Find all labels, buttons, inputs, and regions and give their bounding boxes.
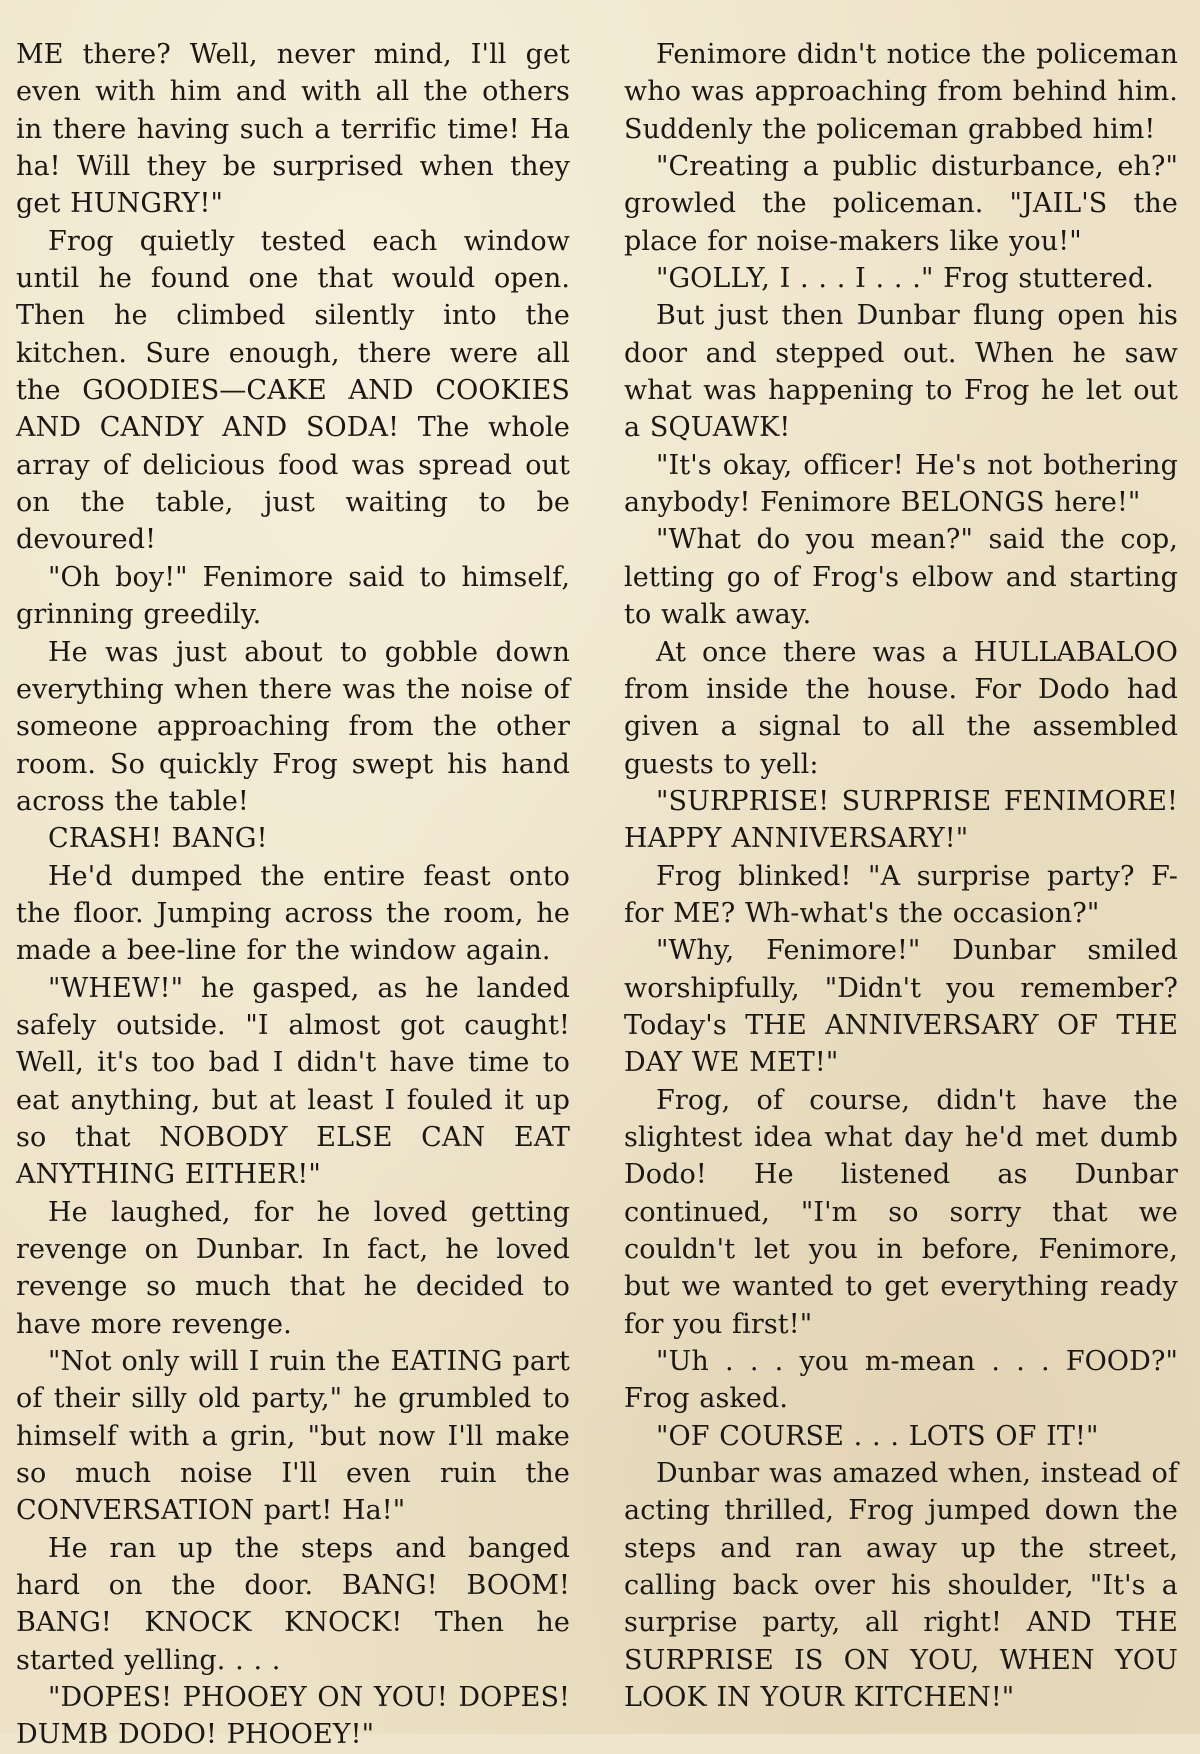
paragraph: "Not only will I ruin the EATING part of their silly old party," he grumbled to himself with a grin, "but now I'll make so much noise I'll even ruin the CONVERSATION part! Ha!" <box>16 1346 570 1527</box>
paragraph: ME there? Well, never mind, I'll get even with him and with all the others in there having such a terrific time! Ha ha! Will they be surprised when they get HUNGRY!" <box>16 39 570 220</box>
paragraph: Frog quietly tested each window until he found one that would open. Then he climbed silently into the kitchen. Sure enough, there were all the GOODIES—CAKE AND COOKIES AND CANDY AND SODA! The whole array of delicious food was spread out on the table, just waiting to be devoured! <box>16 225 570 556</box>
paragraph: "OF COURSE . . . LOTS OF IT!" <box>656 1420 1099 1452</box>
paragraph: He ran up the steps and banged hard on the door. BANG! BOOM! BANG! KNOCK KNOCK! Then he started yelling. . . . <box>16 1532 570 1676</box>
paragraph: Frog, of course, didn't have the slightest idea what day he'd met dumb Dodo! He listened as Dunbar continued, "I'm so sorry that we couldn't let you in before, Fenimore, but we wanted to get everything ready for you first!" <box>624 1084 1178 1340</box>
paragraph: "GOLLY, I . . . I . . ." Frog stuttered. <box>656 263 1154 295</box>
paragraph: He laughed, for he loved getting revenge on Dunbar. In fact, he loved revenge so much that he decided to have more revenge. <box>16 1196 570 1340</box>
paragraph: At once there was a HULLABALOO from inside the house. For Dodo had given a signal to all the assembled guests to yell: <box>624 636 1178 780</box>
paragraph: "Oh boy!" Fenimore said to himself, grinning greedily. <box>16 561 570 631</box>
paragraph: "Why, Fenimore!" Dunbar smiled worshipfully, "Didn't you remember? Today's THE ANNIVERSARY OF THE DAY WE MET!" <box>624 935 1178 1079</box>
paragraph: He'd dumped the entire feast onto the floor. Jumping across the room, he made a bee-line for the window again. <box>16 860 570 967</box>
paragraph: "WHEW!" he gasped, as he landed safely outside. "I almost got caught! Well, it's too bad I didn't have time to eat anything, but at least I fouled it up so that NOBODY ELSE CAN EAT ANYTHING EITHER!" <box>16 972 570 1191</box>
paragraph: "SURPRISE! SURPRISE FENIMORE! HAPPY ANNIVERSARY!" <box>624 785 1178 855</box>
left-column <box>16 36 570 1751</box>
paragraph: Dunbar was amazed when, instead of acting thrilled, Frog jumped down the steps and ran away up the street, calling back over his shoulder, "It's a surprise party, all right! AND THE SURPRISE IS ON YOU, WHEN YOU LOOK IN YOUR KITCHEN!" <box>624 1458 1178 1714</box>
paragraph: Fenimore didn't notice the policeman who was approaching from behind him. Suddenly the policeman grabbed him! <box>624 39 1178 145</box>
paragraph: He was just about to gobble down everything when there was the noise of someone approaching from the other room. So quickly Frog swept his hand across the table! <box>16 636 570 817</box>
paragraph: But just then Dunbar flung open his door and stepped out. When he saw what was happening to Frog he let out a SQUAWK! <box>624 300 1178 444</box>
paragraph: "Creating a public disturbance, eh?" growled the policeman. "JAIL'S the place for noise-makers like you!" <box>624 151 1178 257</box>
paragraph: "Uh . . . you m-mean . . . FOOD?" Frog asked. <box>624 1346 1178 1415</box>
right-column <box>624 36 1178 1734</box>
paragraph: CRASH! BANG! <box>48 823 268 855</box>
paragraph: "DOPES! PHOOEY ON YOU! DOPES! DUMB DODO! PHOOEY!" <box>16 1682 570 1751</box>
paragraph: "It's okay, officer! He's not bothering anybody! Fenimore BELONGS here!" <box>624 449 1178 519</box>
paragraph: Frog blinked! "A surprise party? F-for ME? Wh-what's the occasion?" <box>624 860 1178 929</box>
paragraph: "What do you mean?" said the cop, letting go of Frog's elbow and starting to walk away. <box>624 524 1178 631</box>
